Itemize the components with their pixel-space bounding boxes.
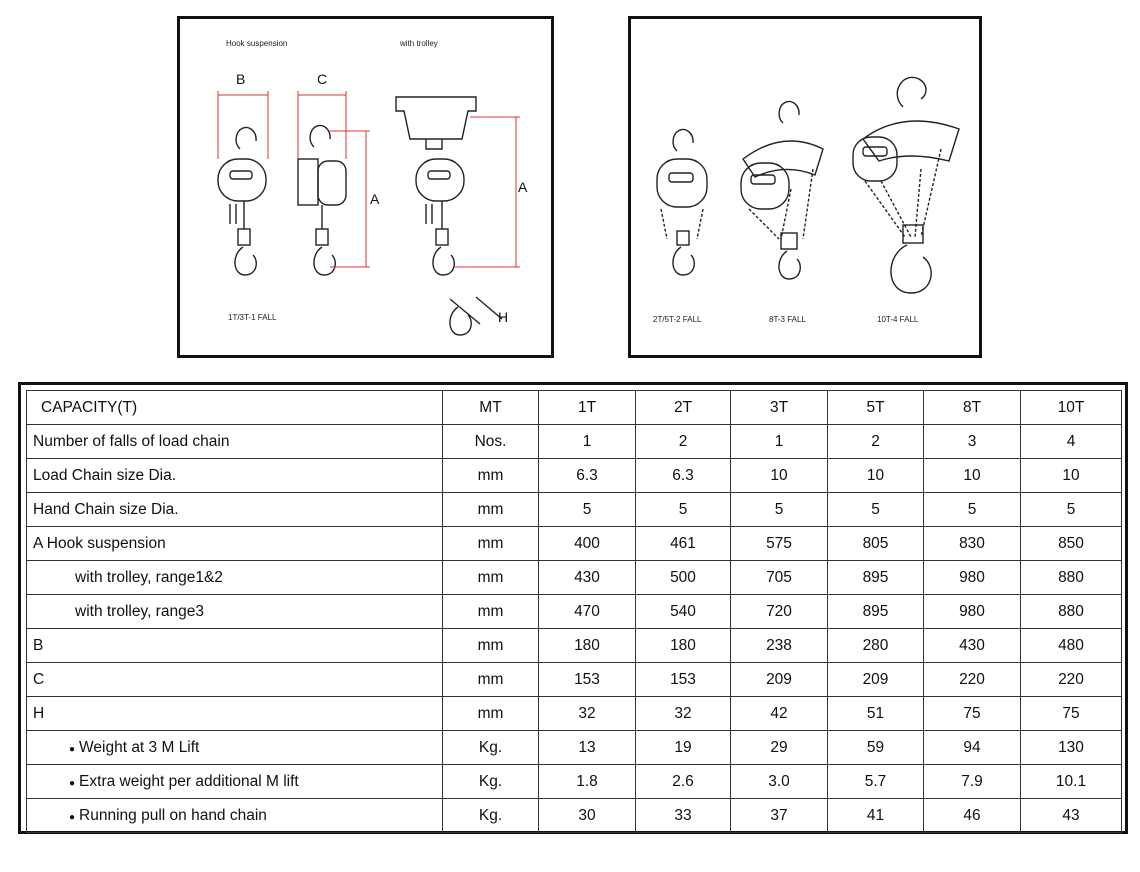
row-value: 1.8	[539, 765, 636, 799]
row-label-text: Load Chain size Dia.	[33, 466, 177, 484]
row-value: 75	[924, 697, 1021, 731]
bullet-icon: ●	[69, 743, 76, 755]
row-label-text: Weight at 3 M Lift	[79, 738, 200, 756]
row-label	[27, 595, 443, 629]
row-value: 470	[539, 595, 636, 629]
header-unit: MT	[443, 391, 539, 425]
header-capacity-10t: 10T	[1021, 391, 1122, 425]
row-label-text: with trolley, range1&2	[75, 568, 223, 586]
row-label-text: H	[33, 704, 45, 722]
row-label	[27, 493, 443, 527]
row-value: 180	[636, 629, 731, 663]
table-row	[27, 561, 1122, 595]
row-value: 705	[731, 561, 828, 595]
row-value: 220	[924, 663, 1021, 697]
bullet-icon: ●	[69, 811, 76, 823]
row-value: 19	[636, 731, 731, 765]
row-value: 5	[539, 493, 636, 527]
row-value: 75	[1021, 697, 1122, 731]
row-value: 30	[539, 799, 636, 833]
row-value: 153	[636, 663, 731, 697]
row-value: 13	[539, 731, 636, 765]
table-row	[27, 697, 1122, 731]
table-row	[27, 731, 1122, 765]
row-label-text: A Hook suspension	[33, 534, 166, 552]
hoist-dimension-drawing	[180, 19, 551, 355]
multi-fall-hoist-drawing	[631, 19, 979, 355]
row-value: 3	[924, 425, 1021, 459]
row-label	[27, 731, 443, 765]
row-value: 238	[731, 629, 828, 663]
row-label	[27, 459, 443, 493]
row-value: 220	[1021, 663, 1122, 697]
row-unit: mm	[443, 595, 539, 629]
table-row	[27, 493, 1122, 527]
row-value: 1	[731, 425, 828, 459]
row-unit: Kg.	[443, 731, 539, 765]
row-unit: mm	[443, 697, 539, 731]
header-capacity: CAPACITY(T)	[27, 391, 443, 425]
table-header-row	[27, 391, 1122, 425]
row-value: 895	[828, 561, 924, 595]
dimension-label-a-hook: A	[370, 191, 380, 207]
table-row	[27, 425, 1122, 459]
row-value: 10	[924, 459, 1021, 493]
caption-with-trolley: with trolley	[400, 39, 438, 48]
row-value: 94	[924, 731, 1021, 765]
row-value: 42	[731, 697, 828, 731]
row-value: 461	[636, 527, 731, 561]
row-value: 830	[924, 527, 1021, 561]
caption-hook-suspension: Hook suspension	[226, 39, 288, 48]
table-row	[27, 765, 1122, 799]
table-row	[27, 799, 1122, 833]
caption-3-fall: 8T-3 FALL	[769, 315, 806, 324]
row-label-text: Extra weight per additional M lift	[79, 772, 299, 790]
row-label-text: with trolley, range3	[75, 602, 204, 620]
row-value: 32	[636, 697, 731, 731]
row-value: 153	[539, 663, 636, 697]
row-value: 43	[1021, 799, 1122, 833]
row-label	[27, 629, 443, 663]
row-value: 720	[731, 595, 828, 629]
row-label	[27, 765, 443, 799]
row-value: 6.3	[636, 459, 731, 493]
dimension-label-c: C	[317, 71, 328, 87]
row-value: 2.6	[636, 765, 731, 799]
row-value: 5.7	[828, 765, 924, 799]
row-value: 540	[636, 595, 731, 629]
table-row	[27, 595, 1122, 629]
row-unit: Kg.	[443, 765, 539, 799]
dimension-label-h: H	[498, 309, 509, 325]
row-label	[27, 561, 443, 595]
row-value: 5	[636, 493, 731, 527]
row-value: 130	[1021, 731, 1122, 765]
row-label	[27, 663, 443, 697]
row-unit: Kg.	[443, 799, 539, 833]
spec-table	[26, 390, 1122, 833]
header-capacity-3t: 3T	[731, 391, 828, 425]
row-value: 5	[924, 493, 1021, 527]
row-value: 209	[731, 663, 828, 697]
row-value: 430	[539, 561, 636, 595]
row-value: 29	[731, 731, 828, 765]
row-unit: mm	[443, 459, 539, 493]
row-label-text: Hand Chain size Dia.	[33, 500, 179, 518]
row-value: 980	[924, 595, 1021, 629]
row-value: 430	[924, 629, 1021, 663]
row-label-text: Running pull on hand chain	[79, 806, 267, 824]
row-value: 32	[539, 697, 636, 731]
row-unit: mm	[443, 561, 539, 595]
row-value: 180	[539, 629, 636, 663]
multi-fall-diagram	[628, 16, 982, 358]
row-value: 575	[731, 527, 828, 561]
row-label	[27, 799, 443, 833]
row-label	[27, 697, 443, 731]
caption-1-fall: 1T/3T-1 FALL	[228, 313, 277, 322]
row-value: 500	[636, 561, 731, 595]
row-value: 10	[828, 459, 924, 493]
caption-2-fall: 2T/5T-2 FALL	[653, 315, 702, 324]
row-value: 280	[828, 629, 924, 663]
row-value: 37	[731, 799, 828, 833]
row-value: 3.0	[731, 765, 828, 799]
row-value: 41	[828, 799, 924, 833]
row-value: 46	[924, 799, 1021, 833]
row-value: 805	[828, 527, 924, 561]
row-value: 895	[828, 595, 924, 629]
header-capacity-5t: 5T	[828, 391, 924, 425]
header-capacity-8t: 8T	[924, 391, 1021, 425]
dimension-label-b: B	[236, 71, 246, 87]
row-value: 6.3	[539, 459, 636, 493]
row-value: 10	[1021, 459, 1122, 493]
row-value: 51	[828, 697, 924, 731]
row-value: 5	[828, 493, 924, 527]
row-value: 10.1	[1021, 765, 1122, 799]
row-unit: mm	[443, 629, 539, 663]
row-label-text: Number of falls of load chain	[33, 432, 230, 450]
row-value: 5	[1021, 493, 1122, 527]
row-value: 980	[924, 561, 1021, 595]
row-value: 209	[828, 663, 924, 697]
table-row	[27, 459, 1122, 493]
row-value: 880	[1021, 595, 1122, 629]
bullet-icon: ●	[69, 777, 76, 789]
row-unit: Nos.	[443, 425, 539, 459]
row-unit: mm	[443, 527, 539, 561]
header-capacity-2t: 2T	[636, 391, 731, 425]
row-value: 5	[731, 493, 828, 527]
row-value: 4	[1021, 425, 1122, 459]
row-value: 2	[828, 425, 924, 459]
row-label	[27, 527, 443, 561]
row-value: 33	[636, 799, 731, 833]
row-value: 880	[1021, 561, 1122, 595]
row-value: 59	[828, 731, 924, 765]
row-value: 10	[731, 459, 828, 493]
caption-4-fall: 10T-4 FALL	[877, 315, 919, 324]
row-label-text: B	[33, 636, 44, 654]
row-unit: mm	[443, 663, 539, 697]
row-value: 2	[636, 425, 731, 459]
hook-suspension-diagram	[177, 16, 554, 358]
dimension-label-a-trolley: A	[518, 179, 528, 195]
table-row	[27, 527, 1122, 561]
table-row	[27, 663, 1122, 697]
row-value: 850	[1021, 527, 1122, 561]
row-unit: mm	[443, 493, 539, 527]
row-label-text: C	[33, 670, 45, 688]
spec-table-frame	[18, 382, 1128, 834]
row-value: 480	[1021, 629, 1122, 663]
row-value: 1	[539, 425, 636, 459]
header-capacity-1t: 1T	[539, 391, 636, 425]
table-row	[27, 629, 1122, 663]
row-value: 400	[539, 527, 636, 561]
row-value: 7.9	[924, 765, 1021, 799]
row-label	[27, 425, 443, 459]
